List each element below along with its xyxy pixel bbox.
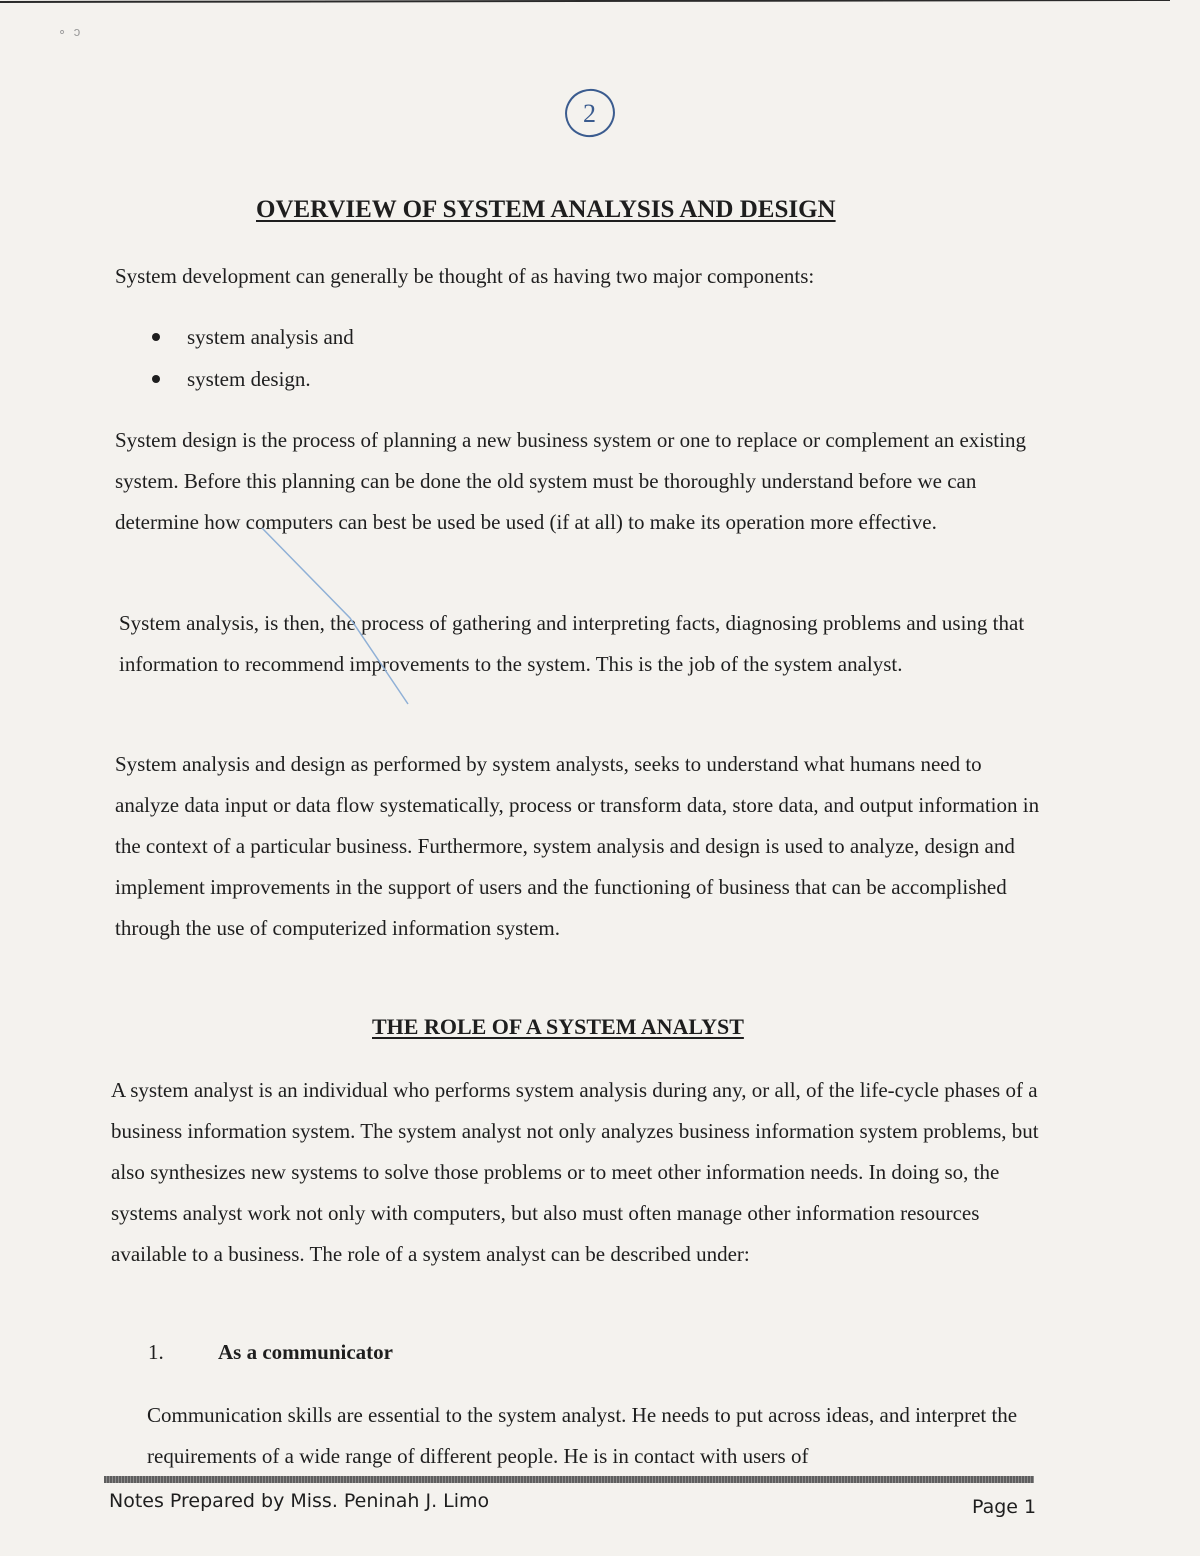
page-title: OVERVIEW OF SYSTEM ANALYSIS AND DESIGN bbox=[256, 196, 836, 223]
item-number: 1. bbox=[148, 1340, 164, 1364]
bullet-item: system analysis and bbox=[150, 316, 354, 358]
system-design-paragraph: System design is the process of planning a new business system or one to replace or complement an existing system. Before this planning can be done the old system must be thoroughly understand before we can determine how computers can best be used be used (if at all) to make its operation more effective. bbox=[115, 428, 1026, 534]
footer-divider bbox=[104, 1476, 1034, 1483]
system-analysis-paragraph: System analysis, is then, the process of gathering and interpreting facts, diagnosing problems and using that information to recommend improvements to the system. This is the job of the system analyst. bbox=[119, 611, 1025, 676]
intro-paragraph: System development can generally be thought of as having two major components: bbox=[115, 264, 815, 288]
component-bullet-list bbox=[150, 316, 354, 400]
communicator-paragraph: Communication skills are essential to the system analyst. He needs to put across ideas, and interpret the requirements of a wide range of different people. He is in contact with users of bbox=[147, 1403, 1018, 1468]
role-paragraph: A system analyst is an individual who performs system analysis during any, or all, of the life-cycle phases of a business information system. The system analyst not only analyzes business information system problems, but also synthesizes new systems to solve those problems or to meet other information needs. In doing so, the systems analyst work not only with computers, but also must often manage other information resources available to a business. The role of a system analyst can be described under: bbox=[111, 1078, 1039, 1266]
bullet-item: system design. bbox=[150, 358, 354, 400]
numbered-item-heading bbox=[148, 1340, 393, 1365]
scan-corner-mark: ∘ ↄ bbox=[58, 24, 83, 39]
analysis-and-design-paragraph: System analysis and design as performed by system analysts, seeks to understand what humans need to analyze data input or data flow systematically, process or transform data, store data, and output information in the context of a particular business. Furthermore, system analysis and design is used to analyze, design and implement improvements in the support of users and the functioning of business that can be accomplished through the use of computerized information system. bbox=[115, 752, 1040, 940]
section-heading: THE ROLE OF A SYSTEM ANALYST bbox=[372, 1014, 744, 1039]
handwritten-page-number: 2 bbox=[583, 99, 596, 128]
item-label: As a communicator bbox=[218, 1340, 393, 1364]
handwritten-page-number-circle bbox=[562, 86, 618, 140]
footer-author: Notes Prepared by Miss. Peninah J. Limo bbox=[109, 1490, 490, 1512]
footer-page-number: Page 1 bbox=[972, 1496, 1037, 1518]
